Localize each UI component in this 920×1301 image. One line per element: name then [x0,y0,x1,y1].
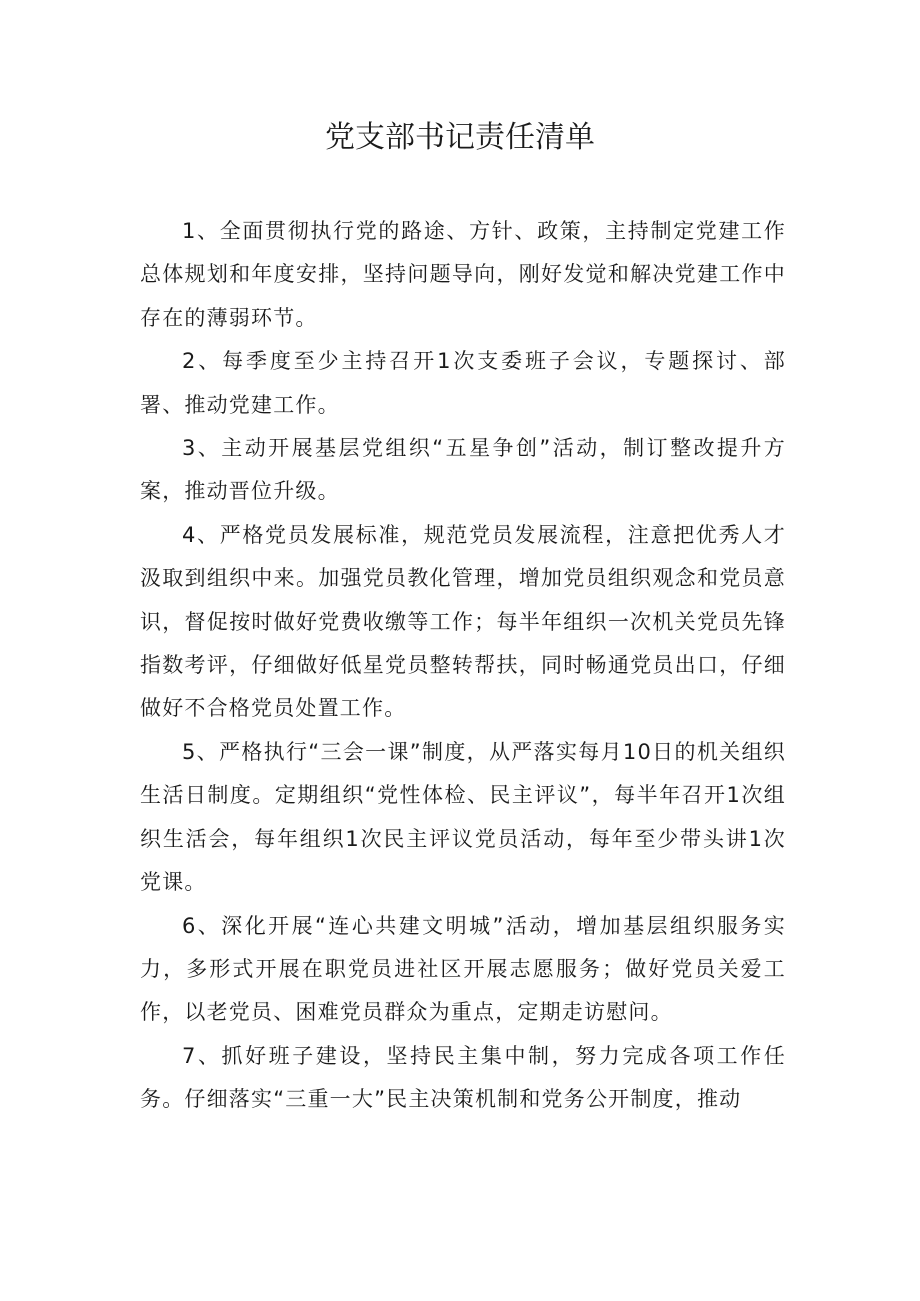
paragraph-1: 1、全面贯彻执行党的路途、方针、政策，主持制定党建工作总体规划和年度安排，坚持问题导向，刚好发觉和解决党建工作中存在的薄弱环节。 [140,219,786,330]
paragraph-5: 5、严格执行“三会一课”制度，从严落实每月10日的机关组织生活日制度。定期组织“党性体检、民主评议”，每半年召开1次组织生活会，每年组织1次民主评议党员活动，每年至少带头讲1次党课。 [140,739,786,895]
document-title: 党支部书记责任清单 [325,120,595,155]
paragraph-3: 3、主动开展基层党组织“五星争创”活动，制订整改提升方案，推动晋位升级。 [140,436,786,504]
paragraph-2: 2、每季度至少主持召开1次支委班子会议，专题探讨、部署、推动党建工作。 [140,349,786,417]
document-body [140,210,786,1122]
paragraph-6: 6、深化开展“连心共建文明城”活动，增加基层组织服务实力，多形式开展在职党员进社区开展志愿服务；做好党员关爱工作，以老党员、困难党员群众为重点，定期走访慰问。 [140,913,786,1025]
paragraph-7: 7、抓好班子建设，坚持民主集中制，努力完成各项工作任务。仔细落实“三重一大”民主决策机制和党务公开制度，推动 [140,1043,786,1112]
paragraph-4: 4、严格党员发展标准，规范党员发展流程，注意把优秀人才汲取到组织中来。加强党员教化管理，增加党员组织观念和党员意识，督促按时做好党费收缴等工作；每半年组织一次机关党员先锋指数考评，仔细做好低星党员整转帮扶，同时畅通党员出口，仔细做好不合格党员处置工作。 [140,522,786,721]
